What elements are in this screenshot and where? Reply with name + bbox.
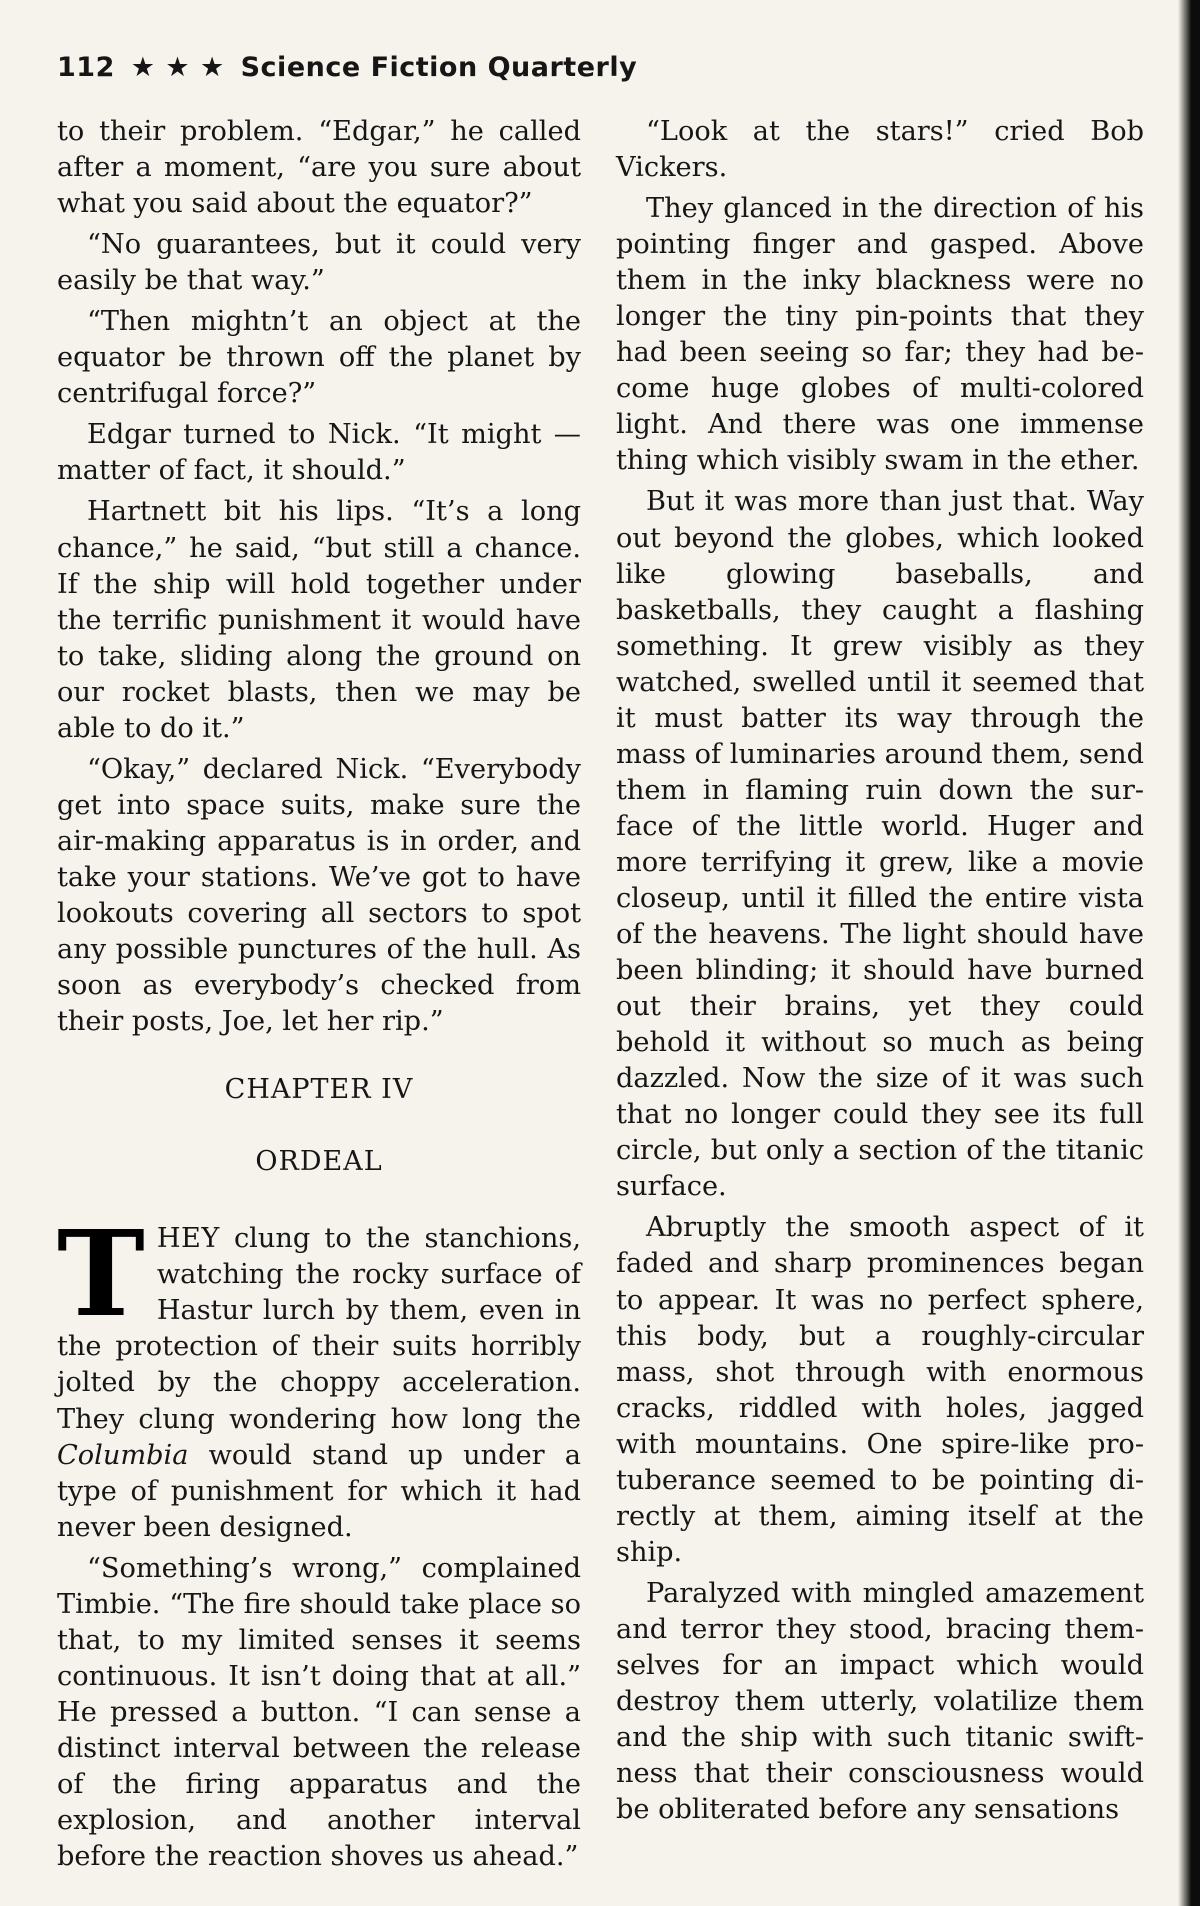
- page-number: 112: [57, 52, 115, 83]
- magazine-title: Science Fiction Quarterly: [240, 52, 638, 83]
- page-edge-shadow: [1178, 0, 1200, 1906]
- opening-caps: HEY: [156, 1223, 220, 1255]
- page-header: [57, 52, 637, 83]
- opening-text-continued: would stand up under a type of punishment for which it had never been designed.: [57, 1439, 581, 1543]
- paragraph: They glanced in the direction of his pointing finger and gasped. Above them in the inky blackness were no longer the tiny pin-points that they had been seeing so far; they had become huge globes of multi-colored light. And there was one immense thing which visibly swam in the ether.: [616, 193, 1144, 477]
- chapter-title: ORDEAL: [255, 1146, 383, 1178]
- paragraph: But it was more than just that. Way out beyond the globes, which looked like glowing baseballs, and basketballs, they caught a flashing something. It grew visibly as they watched, swelled until it seemed that it must batter its way through the mass of luminaries around them, send them in flaming ruin down the surface of the little world. Huger and more terrifying it grew, like a movie closeup, until it filled the entire vista of the heavens. The light should have been blinding; it should have burned out their brains, yet they could behold it without so much as being dazzled. Now the size of it was such that no longer could they see its full circle, but only a section of the titanic surface.: [616, 486, 1144, 1203]
- paragraph: “Something’s wrong,” complained Timbie. “The fire should take place so that, to my limited senses it seems continuous. It isn’t doing that at all.” He pressed a button. “I can sense a distinct interval between the release of the firing apparatus and the explosion, and another interval before the reaction shoves us ahead.”: [57, 1552, 581, 1873]
- drop-cap: T: [57, 1204, 145, 1344]
- paragraph: Paralyzed with mingled amazement and terror they stood, bracing themselves for an impact which would destroy them utterly, volatilize them and the ship with such titanic swiftness that their consciousness would be obliterated before any sensations: [616, 1577, 1144, 1826]
- header-stars: ★ ★ ★: [130, 52, 225, 83]
- paragraph: Abruptly the smooth aspect of it faded and sharp prominences began to appear. It was no perfect sphere, this body, but a roughly-circular mass, shot through with enormous cracks, riddled with holes, jagged with mountains. One spire-like protuberance seemed to be pointing directly at them, aiming itself at the ship.: [616, 1212, 1144, 1568]
- right-column: [616, 114, 1144, 1833]
- left-column: [57, 114, 581, 1880]
- ship-name-italic: Columbia: [57, 1439, 189, 1471]
- paragraph: “No guarantees, but it could very easily be that way.”: [57, 229, 581, 297]
- paragraph: “Look at the stars!” cried Bob Vickers.: [616, 116, 1144, 184]
- paragraph: Hartnett bit his lips. “It’s a long chance,” he said, “but still a chance. If the ship will hold together under the terrific punishment it would have to take, sliding along the ground on our rocket blasts, then we may be able to do it.”: [57, 496, 581, 744]
- paragraph: Edgar turned to Nick. “It might —matter of fact, it should.”: [57, 419, 581, 487]
- chapter-opening-paragraph: [57, 1204, 581, 1545]
- paragraph: “Then mightn’t an object at the equator be thrown off the planet by centrifugal force?”: [57, 306, 581, 410]
- paragraph: to their problem. “Edgar,” he called after a moment, “are you sure about what you said about the equator?”: [57, 116, 581, 220]
- chapter-number: CHAPTER IV: [224, 1074, 414, 1106]
- opening-text: clung to the stanchions, watching the rocky surface of Hastur lurch by them, even in the protection of their suits horribly jolted by the choppy acceleration. They clung wondering how long the: [57, 1223, 581, 1435]
- paragraph: “Okay,” declared Nick. “Everybody get into space suits, make sure the air-making apparatus is in order, and take your stations. We’ve got to have lookouts covering all sectors to spot any possible punctures of the hull. As soon as everybody’s checked from their posts, Joe, let her rip.”: [57, 753, 581, 1038]
